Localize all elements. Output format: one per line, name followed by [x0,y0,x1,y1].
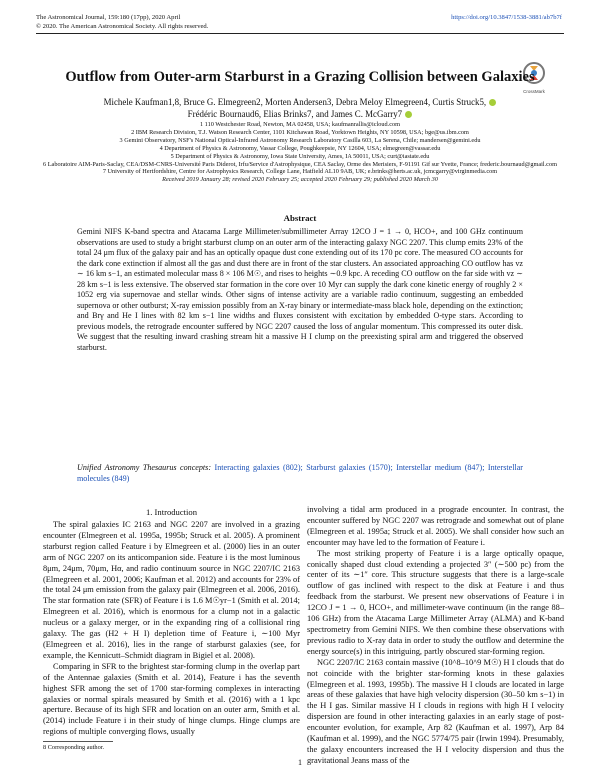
affiliations [36,121,564,184]
keywords-label: Unified Astronomy Thesaurus concepts: [77,463,212,472]
paragraph: NGC 2207/IC 2163 contain massive (10^8–10^9 M☉) H I clouds that do not coincide with the brighter star-forming knots in these galaxies (Elmegreen et al. 1993, 1995b). The massive H I clouds are located in large areas of these galaxies that have high velocity dispersion (30–50 km s−1) in the H I gas. Similar massive H I clouds in regions with high H I velocity dispersion are found in other interacting galaxies in an early stage of post-encounter evolution, for example, Arp 82 (Kaufman et al. 1997), Arp 84 (Kaufman et al. 1999), and the NGC 5774/75 pair (Irwin 1994). Presumably, the galaxy encounters increased the H I velocity dispersion and thus the gravitational Jeans mass of the [307,657,564,765]
footnote: 8 Corresponding author. [43,744,105,751]
authors-line-2: Frédéric Bournaud6, Elias Brinks7, and James C. McGarry7 [187,108,403,119]
orcid-icon[interactable] [405,111,412,118]
page-number: 1 [298,758,302,767]
journal-header: The Astronomical Journal, 159:180 (17pp), 2020 April [36,14,181,21]
authors-line-1: Michele Kaufman1,8, Bruce G. Elmegreen2, Morten Andersen3, Debra Meloy Elmegreen4, Curtis Struck5, [103,97,487,107]
section-heading: 1. Introduction [145,507,198,517]
affiliation-item: 2 IBM Research Division, T.J. Watson Research Center, 1101 Kitchawan Road, Yorktown Heights, NY 10598, USA; bge@us.ibm.com [131,128,469,136]
affiliation-item: 4 Department of Physics & Astronomy, Vassar College, Poughkeepsie, NY 12604, USA; elmegreen@vassar.edu [159,144,441,152]
keywords [77,463,523,484]
crossmark-label: CrossMark [523,89,545,94]
left-column [43,520,300,738]
keywords-links[interactable]: Interacting galaxies (802); Starburst galaxies (1570); Interstellar medium (847); Interstellar molecules (849) [77,463,523,483]
affiliation-item: 5 Department of Physics & Astronomy, Iowa State University, Ames, IA 50011, USA; curt@iastate.edu [170,152,430,160]
right-column [307,505,564,767]
affiliation-item: 1 110 Westchester Road, Newton, MA 02458, USA; kaufmanrallis@icloud.com [199,121,400,128]
paragraph: The spiral galaxies IC 2163 and NGC 2207 are involved in a grazing encounter (Elmegreen et al. 1995a, 1995b; Struck et al. 2005). A prominent starburst region called Feature i by Elmegreen et al. (2000) lies in an outer arm of NGC 2207 on its anticompanion side. Feature i is the most luminous 8μm, 24μm, 70μm, Hα, and radio continuum source in NGC 2207/IC 2163 (Elmegreen et al. 2001, 2006; Kaufman et al. 2012) and accounts for 23% of the total 24 μm emission from the galaxy pair (Elmegreen et al. 2006, 2016). The star formation rate (SFR) of Feature i is 1.6 M☉yr−1 (Smith et al. 2014; Elmegreen et al. 2016), which is enormous for a clump not in a galactic nucleus or a galaxy merger, or in the expanding ring of a collisional ring galaxy. The gas (H2 + H I) depletion time of Feature i, ∼100 Myr (Elmegreen et al. 2016), lies in the range of starburst galaxies (see, for example, the Kennicutt–Schmidt diagram in Bigiel et al. 2008). [43,520,300,660]
paper-title: Outflow from Outer-arm Starburst in a Grazing Collision between Galaxies [65,69,535,85]
header-rule [36,33,564,34]
affiliation-item: 7 University of Hertfordshire, Centre for Astrophysics Research, College Lane, Hatfield AL10 9AB, UK; e.brinks@herts.ac.uk, jcmcgarry@virginmedia.com [102,168,498,176]
paragraph: The most striking property of Feature i is a large optically opaque, conically shaped dust cloud extending a projected 3″ (∼500 pc) from the center of its ∼1″ core. This structure suggests that there is a large-scale outflow of gas inclined with respect to the disk at Feature i and thus feedback from the starburst. We present new observations of Feature i in 12CO J = 1 → 0, HCO+, and millimeter-wave continuum (in the range 88–106 GHz) from the Atacama Large Millimeter Array (ALMA) and K-band spectrometry from Gemini NIFS. We then combine these observations with previous radio to X-ray data in order to study the outflow and determine the energy source(s) in this intriguing, partly obscured star-forming region. [307,548,564,656]
received-dates: Received 2019 January 28; revised 2020 February 25; accepted 2020 February 29; published 2020 March 30 [162,176,438,184]
paragraph: involving a tidal arm produced in a prograde encounter. In contrast, the encounter suffered by NGC 2207 was retrograde and somewhat out of plane (Elmegreen et al. 1995a; Struck et al. 2005). We shall consider how such an encounter may have led to the formation of Feature i. [307,505,564,547]
authors [20,97,580,120]
doi-link[interactable]: https://doi.org/10.3847/1538-3881/ab7b7f [451,14,562,21]
abstract-heading: Abstract [283,213,317,223]
abstract-text: Gemini NIFS K-band spectra and Atacama Large Millimeter/submillimeter Array 12CO J = 1 → 0, HCO+, and 100 GHz continuum observations are used to study a bright starburst clump on an outer arm of the interacting galaxy NGC 2207. This clump emits 23% of the total 24 μm flux of the galaxy pair and has an optically opaque dust cone extending out of its 170 pc core. The measured CO accounts for the dark cone extinction if almost all the gas and dust there are in front of the star clusters. An associated approaching CO outflow has vz ∼ 16 km s−1, an estimated molecular mass 8 × 106 M☉, and rises to heights ∼0.9 kpc. A receding CO outflow on the far side with vz ∼ 28 km s−1 is less extensive. The observed star formation in the core over 10 Myr can supply the dark cone kinetic energy of roughly 2 × 1052 erg via supernovae and stellar winds. Other signs of intense activity are a variable radio continuum, suggesting an embedded supernova or other outburst; X-ray emission possibly from an X-ray binary or intermediate-mass black hole, depending on the extinction; and Brγ and He I lines with 82 km s−1 line widths and fluxes consistent with excitation by embedded O-type stars. According to previous models, the retrograde encounter suffered by NGC 2207 caused the loss of angular momentum. This compressed its outer disk. We suggest that the resulting inward crashing stream hit a massive H I clump on the preexisting spiral arm and triggered the observed starburst. [77,227,523,353]
footnote-rule [43,741,113,742]
affiliation-item: 6 Laboratoire AIM-Paris-Saclay, CEA/DSM-CNRS-Université Paris Diderot, Irfu/Service d'Astrophysique, CEA Saclay, Orme des Merisiers, F-91191 Gif sur Yvette, France; frederic.bournaud@gmail.com [43,160,557,168]
copyright: © 2020. The American Astronomical Society. All rights reserved. [36,23,209,30]
orcid-icon[interactable] [489,99,496,106]
paragraph: Comparing in SFR to the brightest star-forming clump in the overlap part of the Antennae galaxies (Smith et al. 2014), Feature i has the seventh highest SFR among the set of 1700 star-forming complexes in interacting galaxies or normal spirals measured by Smith et al. (2016) with a 1 kpc aperture. Because of its high SFR and location on an outer arm, Smith et al. (2014) include Feature i in their study of hinge clumps. Hinge clumps are regions of multiple converging flows, usually [43,661,300,737]
affiliation-item: 3 Gemini Observatory, NSF's National Optical-Infrared Astronomy Research Laboratory Casilla 603, La Serena, Chile; mandersen@gemini.edu [119,136,481,144]
